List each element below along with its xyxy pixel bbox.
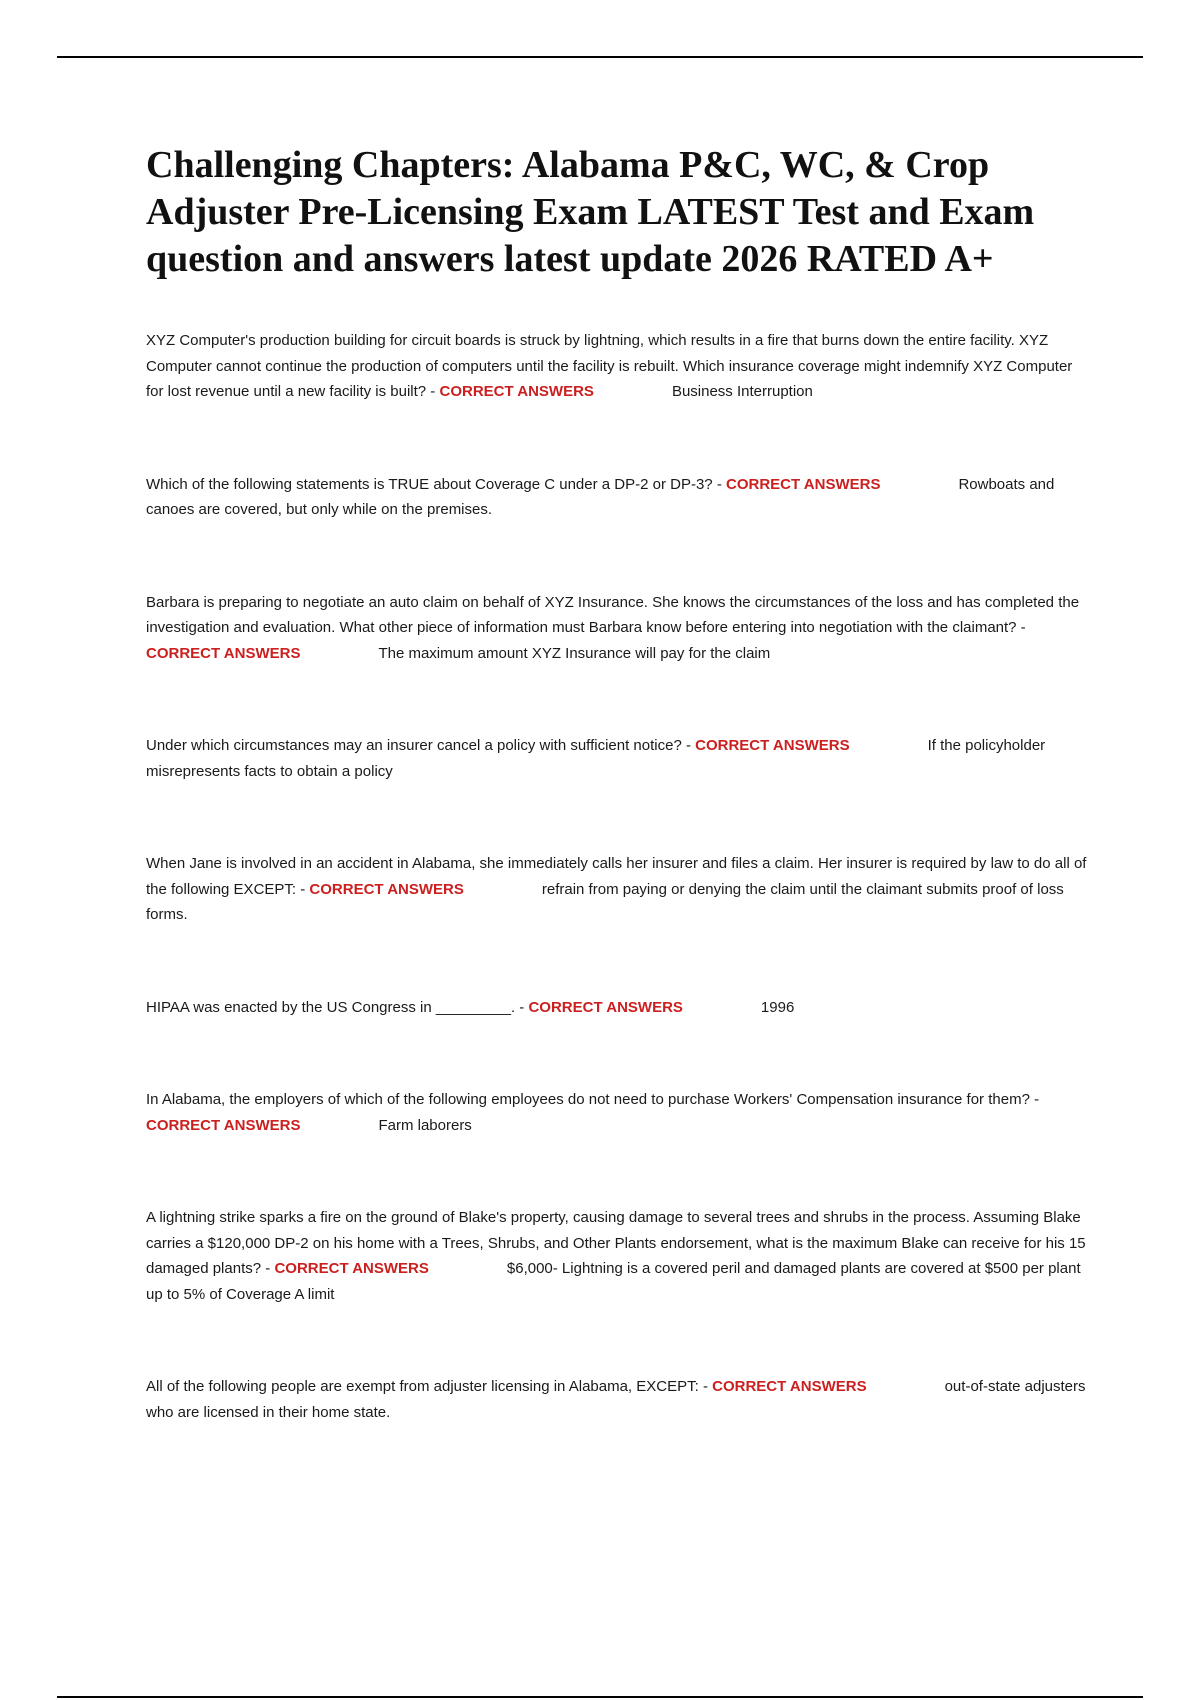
qa-item: [146, 328, 1092, 405]
correct-answers-label: CORRECT ANSWERS: [274, 1260, 429, 1277]
qa-item: [146, 1087, 1092, 1138]
separator: -: [261, 1260, 275, 1277]
question-text: In Alabama, the employers of which of the following employees do not need to purchase Workers' Compensation insurance for them?: [146, 1091, 1030, 1108]
question-text: Barbara is preparing to negotiate an auto claim on behalf of XYZ Insurance. She knows the circumstances of the loss and has completed the investigation and evaluation. What other piece of information must Barbara know before entering into negotiation with the claimant?: [146, 593, 1080, 636]
qa-item: [146, 1374, 1092, 1425]
qa-item: [146, 851, 1092, 928]
question-text: All of the following people are exempt from adjuster licensing in Alabama, EXCEPT:: [146, 1378, 699, 1395]
correct-answers-label: CORRECT ANSWERS: [528, 998, 683, 1016]
separator: -: [1029, 1091, 1040, 1108]
bottom-rule: [57, 1696, 1143, 1698]
correct-answers-label: CORRECT ANSWERS: [146, 1116, 301, 1134]
top-rule: [57, 56, 1143, 58]
separator: -: [1016, 619, 1026, 636]
qa-item: [146, 472, 1092, 523]
question-text: When Jane is involved in an accident in Alabama, she immediately calls her insurer and files a claim. Her insurer is required by law to do all of the following EXCEPT:: [146, 855, 1087, 898]
correct-answers-label: CORRECT ANSWERS: [712, 1378, 867, 1395]
answer-text: out-of-state adjusters who are licensed in their home state.: [146, 1378, 1086, 1421]
qa-list: [146, 328, 1092, 1492]
answer-text: Farm laborers: [378, 1116, 472, 1134]
correct-answers-label: CORRECT ANSWERS: [439, 383, 594, 400]
separator: -: [681, 737, 696, 754]
correct-answers-label: CORRECT ANSWERS: [695, 737, 850, 754]
question-text: A lightning strike sparks a fire on the ground of Blake's property, causing damage to several trees and shrubs in the process. Assuming Blake carries a $120,000 DP-2 on his home with a Trees, Shrubs, and Other Plants endorsement, what is the maximum Blake can receive for his 15 damaged plants?: [146, 1209, 1086, 1277]
answer-text: Rowboats and canoes are covered, but only while on the premises.: [146, 475, 1055, 518]
answer-text: The maximum amount XYZ Insurance will pay for the claim: [378, 644, 771, 662]
correct-answers-label: CORRECT ANSWERS: [146, 644, 301, 662]
separator: -: [698, 1378, 713, 1395]
correct-answers-label: CORRECT ANSWERS: [309, 880, 464, 898]
question-text: Under which circumstances may an insurer cancel a policy with sufficient notice?: [146, 737, 682, 754]
answer-text: refrain from paying or denying the claim until the claimant submits proof of loss forms.: [146, 880, 1064, 923]
qa-item: [146, 590, 1092, 667]
answer-text: $6,000- Lightning is a covered peril and damaged plants are covered at $500 per plant up to 5% of Coverage A limit: [146, 1260, 1081, 1303]
correct-answers-label: CORRECT ANSWERS: [726, 475, 881, 493]
separator: -: [296, 880, 310, 898]
answer-text: Business Interruption: [671, 383, 813, 400]
separator: -: [515, 998, 529, 1016]
qa-item: [146, 995, 1092, 1021]
answer-text: 1996: [760, 998, 795, 1016]
qa-item: [146, 1205, 1092, 1307]
question-text: HIPAA was enacted by the US Congress in _________.: [146, 998, 516, 1016]
question-text: Which of the following statements is TRUE about Coverage C under a DP-2 or DP-3?: [146, 475, 713, 493]
answer-text: If the policyholder misrepresents facts to obtain a policy: [146, 737, 1046, 780]
qa-item: [146, 733, 1092, 784]
separator: -: [426, 383, 440, 400]
separator: -: [712, 475, 726, 493]
document-title: Challenging Chapters: Alabama P&C, WC, & Crop Adjuster Pre-Licensing Exam LATEST Test and Exam question and answers latest update 2026 RATED A+: [146, 144, 1035, 280]
question-text: XYZ Computer's production building for circuit boards is struck by lightning, which results in a fire that burns down the entire facility. XYZ Computer cannot continue the production of computers until the facility is rebuilt. Which insurance coverage might indemnify XYZ Computer for lost revenue until a new facility is built?: [146, 332, 1073, 400]
